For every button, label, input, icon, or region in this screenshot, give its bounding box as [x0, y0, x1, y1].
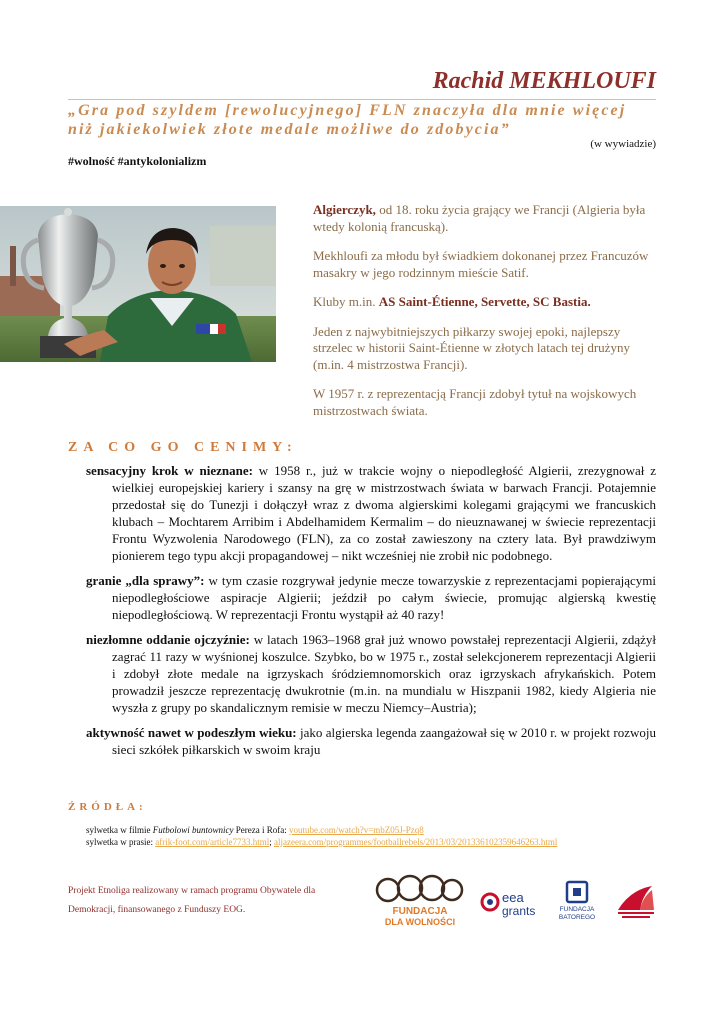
logo-eea-line2: grants — [502, 904, 536, 918]
source-press-link-aljazeera[interactable]: aljazeera.com/programmes/footballrebels/2013/03/2013361023596462​63.html — [273, 837, 558, 847]
logo-fundacja-line1: FUNDACJA — [392, 906, 448, 917]
sources-list — [86, 824, 557, 848]
source-film-authors: Pereza i Rofa: — [233, 825, 289, 835]
hashtags: #wolność #antykolonializm — [68, 154, 207, 168]
bio-paragraph-clubs — [313, 294, 658, 311]
player-photo — [0, 206, 276, 362]
values-list — [86, 462, 656, 766]
bio-clubs-list: AS Saint-Étienne, Servette, SC Bastia. — [378, 294, 591, 309]
value-item-lead: aktywność nawet w podeszłym wieku: — [86, 725, 297, 740]
faces-icon — [372, 874, 468, 928]
page-title: Rachid MEKHLOUFI — [432, 68, 656, 94]
bio — [313, 202, 658, 432]
flag-icon — [612, 880, 660, 922]
values-heading: ZA CO GO CENIMY: — [68, 440, 298, 455]
bio-paragraph-career: Jeden z najwybitniejszych piłkarzy swojej epoki, najlepszy strzelec w historii Saint-Étienne w złotych latach tej drużyny (m.in. 4 mistrzostwa Francji). — [313, 323, 630, 372]
value-item-text: w tym czasie rozgrywał jedynie mecze towarzyskie z reprezentacjami popierającymi niepodległościowe aspiracje Algierii; jeździł po całym świecie, promując algierską kwestię niepodległościową. W reprezentacji Frontu wystąpił aż 40 razy! — [112, 573, 657, 622]
source-press-link-afrikfoot[interactable]: afrik-foot.com/article7733.html — [155, 837, 270, 847]
value-item — [86, 724, 656, 758]
value-item — [86, 462, 656, 564]
interview-note: (w wywiadzie) — [590, 138, 656, 150]
quote — [68, 101, 668, 139]
bio-clubs-prefix: Kluby m.in. — [313, 294, 379, 309]
sources-heading: ŹRÓDŁA: — [68, 801, 147, 813]
logo-fundacja-line2: DLA WOLNOŚCI — [384, 917, 456, 927]
value-item-lead: granie „dla sprawy”: — [86, 573, 205, 588]
source-press-prefix: sylwetka w prasie: — [86, 837, 156, 847]
bio-paragraph-military-title: W 1957 r. z reprezentacją Francji zdobył tytuł na wojskowych mistrzostwach świata. — [313, 386, 637, 418]
value-item — [86, 631, 656, 716]
fundacja-batorego-logo — [556, 880, 598, 922]
title-divider — [68, 99, 656, 100]
value-item-lead: sensacyjny krok w nieznane: — [86, 463, 253, 478]
value-item-text: w latach 1963–1968 grał już wnowo powstałej reprezentacji Algierii, zdążył zagrać 11 razy w wyśnionej koszulce. Szybko, bo w 1975 r., został selekcjonerem reprezentacji Algierii i zdobył złote medale na igrzyskach śródziemnomorskich oraz igrzyskach afrykańskich. Potem prowadził jeszcze reprezentację dwukrotnie (m.in. na mundialu w Hiszpanii 1982, kiedy Algieria nie wyszła z grupy po skandalicznym remisie w meczu Niemcy–Austria); — [112, 632, 656, 715]
source-press-separator: ; — [269, 837, 274, 847]
fundacja-dla-wolnosci-logo — [372, 874, 468, 928]
eea-grants-icon — [480, 880, 542, 922]
quote-line-1: „Gra pod szyldem [rewolucyjnego] FLN znaczyła dla mnie więcej — [68, 102, 627, 119]
source-film-prefix: sylwetka w filmie — [86, 825, 153, 835]
quote-line-2: niż jakiekolwiek złote medale możliwe do zdobycia” — [68, 121, 511, 138]
logo-batory-line2: BATOREGO — [558, 914, 596, 921]
bio-paragraph-massacre: Mekhloufi za młodu był świadkiem dokonanej przez Francuzów masakry w jego rodzinnym mieście Satif. — [313, 248, 649, 280]
source-film — [86, 824, 557, 836]
logo-batory-line1: FUNDACJA — [559, 906, 595, 913]
value-item-lead: niezłomne oddanie ojczyźnie: — [86, 632, 250, 647]
source-press — [86, 836, 557, 848]
player-photo-illustration — [0, 206, 276, 362]
bio-paragraph-origin — [313, 202, 658, 235]
footer-funding-note: Projekt Etnoliga realizowany w ramach programu Obywatele dla Demokracji, finansowanego z Funduszy EOG. — [68, 886, 316, 915]
bio-origin-text: od 18. roku życia grający we Francji (Algieria była wtedy kolonią francuską). — [313, 202, 646, 234]
bio-nationality: Algierczyk, — [313, 202, 376, 217]
logo-eea-line1: eea — [502, 890, 524, 905]
value-item — [86, 572, 656, 623]
source-film-link[interactable]: youtube.com/watch?v=mbZ05J-Pzq8 — [288, 825, 424, 835]
source-film-title: Futbolowi buntownicy — [152, 825, 234, 835]
batory-icon — [556, 880, 598, 922]
value-item-text: w 1958 r., już w trakcie wojny o niepodległość Algierii, zrezygnował z wielkiej europejskiej kariery i szansy na grę w mistrzostwach świata w barwach Francji. Potajemnie przedostał się do Tunezji i dołączył wraz z dwoma algierskimi kolegami grającymi we francuskich klubach – Mochtarem Arribim i Abdelhamidem Kermalim – do nieuznawanej w świecie reprezentacji Frontu Wyzwolenia Narodowego (FLN), za co został zawieszony na cztery lata. Był prawdziwym pionierem tego typu akcji propagandowej – nikt wcześniej nie zrobił nic podobnego. — [112, 463, 656, 563]
eea-grants-logo — [480, 880, 542, 922]
polish-ngo-logo — [612, 880, 660, 922]
value-item-text: jako algierska legenda zaangażował się w 2010 r. w projekt rozwoju sieci szkółek piłkarskich w swoim kraju — [112, 725, 656, 757]
